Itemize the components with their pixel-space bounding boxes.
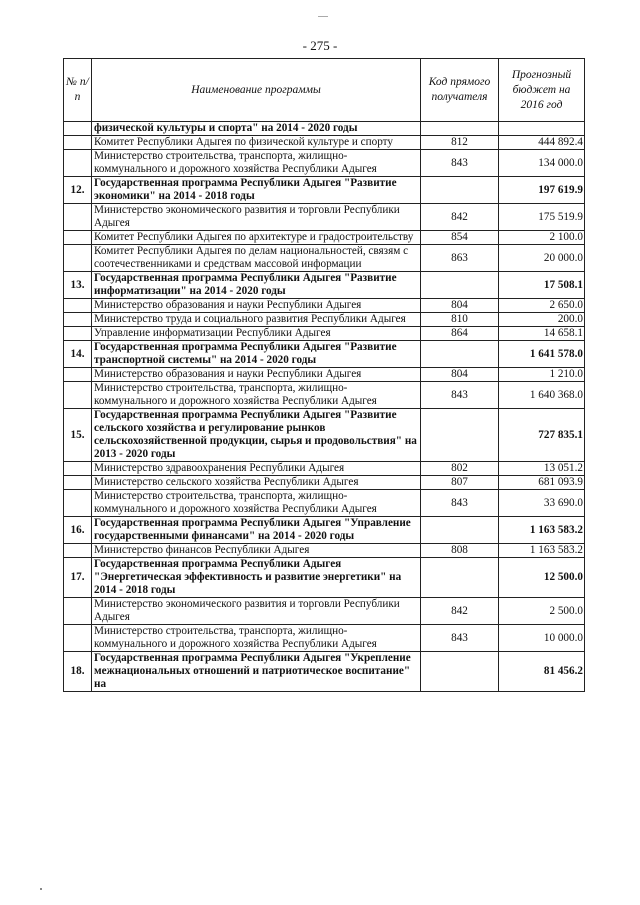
row-amount: 1 641 578.0 — [499, 341, 585, 368]
program-row — [64, 409, 585, 462]
row-code — [421, 409, 499, 462]
row-amount: 1 163 583.2 — [499, 544, 585, 558]
row-code: 810 — [421, 313, 499, 327]
row-code: 842 — [421, 598, 499, 625]
header-code: Код прямого получателя — [421, 59, 499, 122]
row-amount: 444 892.4 — [499, 136, 585, 150]
recipient-row — [64, 490, 585, 517]
row-code — [421, 652, 499, 692]
row-num — [64, 299, 92, 313]
row-amount: 1 210.0 — [499, 368, 585, 382]
row-name: Управление информатизации Республики Адыгея — [92, 327, 421, 341]
row-code: 864 — [421, 327, 499, 341]
row-amount: 2 500.0 — [499, 598, 585, 625]
row-code: 804 — [421, 368, 499, 382]
row-code — [421, 122, 499, 136]
row-code: 843 — [421, 150, 499, 177]
recipient-row — [64, 231, 585, 245]
program-row — [64, 341, 585, 368]
row-name: Министерство строительства, транспорта, жилищно-коммунального и дорожного хозяйства Республики Адыгея — [92, 150, 421, 177]
recipient-row — [64, 245, 585, 272]
row-name: Государственная программа Республики Адыгея "Развитие экономики" на 2014 - 2018 годы — [92, 177, 421, 204]
recipient-row — [64, 462, 585, 476]
table-header-row — [64, 59, 585, 122]
row-code: 812 — [421, 136, 499, 150]
row-name: Комитет Республики Адыгея по делам национальностей, связям с соотечественниками и средствам массовой информации — [92, 245, 421, 272]
row-code — [421, 341, 499, 368]
table-body — [64, 122, 585, 692]
row-name: Государственная программа Республики Адыгея "Энергетическая эффективность и развитие энергетики" на 2014 - 2018 годы — [92, 558, 421, 598]
row-code: 854 — [421, 231, 499, 245]
row-name: Министерство финансов Республики Адыгея — [92, 544, 421, 558]
row-num — [64, 462, 92, 476]
row-num: 14. — [64, 341, 92, 368]
row-name: Министерство экономического развития и торговли Республики Адыгея — [92, 598, 421, 625]
row-num: 15. — [64, 409, 92, 462]
row-name: Государственная программа Республики Адыгея "Развитие информатизации" на 2014 - 2020 годы — [92, 272, 421, 299]
row-code: 843 — [421, 490, 499, 517]
row-num — [64, 150, 92, 177]
recipient-row — [64, 476, 585, 490]
row-name: Министерство строительства, транспорта, жилищно-коммунального и дорожного хозяйства Республики Адыгея — [92, 490, 421, 517]
row-name: Государственная программа Республики Адыгея "Управление государственными финансами" на 2014 - 2020 годы — [92, 517, 421, 544]
row-num — [64, 327, 92, 341]
budget-table — [63, 58, 585, 692]
row-num — [64, 544, 92, 558]
recipient-row — [64, 313, 585, 327]
row-num: 18. — [64, 652, 92, 692]
row-name: Государственная программа Республики Адыгея "Укрепление межнациональных отношений и патриотическое воспитание" на — [92, 652, 421, 692]
row-code: 808 — [421, 544, 499, 558]
row-num — [64, 136, 92, 150]
row-code: 863 — [421, 245, 499, 272]
row-num — [64, 625, 92, 652]
row-amount: 1 640 368.0 — [499, 382, 585, 409]
program-row — [64, 517, 585, 544]
row-num — [64, 245, 92, 272]
row-num — [64, 490, 92, 517]
row-name: Комитет Республики Адыгея по физической культуре и спорту — [92, 136, 421, 150]
row-name: Комитет Республики Адыгея по архитектуре и градостроительству — [92, 231, 421, 245]
row-amount — [499, 122, 585, 136]
row-code — [421, 517, 499, 544]
row-name: Министерство экономического развития и торговли Республики Адыгея — [92, 204, 421, 231]
page-number: - 275 - — [302, 38, 338, 53]
row-amount: 681 093.9 — [499, 476, 585, 490]
row-num — [64, 204, 92, 231]
row-amount: 14 658.1 — [499, 327, 585, 341]
row-amount: 175 519.9 — [499, 204, 585, 231]
row-name: Министерство труда и социального развития Республики Адыгея — [92, 313, 421, 327]
row-name: Министерство строительства, транспорта, жилищно-коммунального и дорожного хозяйства Республики Адыгея — [92, 382, 421, 409]
row-amount: 197 619.9 — [499, 177, 585, 204]
row-code: 842 — [421, 204, 499, 231]
recipient-row — [64, 598, 585, 625]
row-code: 802 — [421, 462, 499, 476]
row-num — [64, 313, 92, 327]
recipient-row — [64, 136, 585, 150]
header-budget: Прогнозный бюджет на 2016 год — [499, 59, 585, 122]
row-num: 13. — [64, 272, 92, 299]
recipient-row — [64, 327, 585, 341]
row-name: физической культуры и спорта" на 2014 - 2020 годы — [92, 122, 421, 136]
recipient-row — [64, 544, 585, 558]
recipient-row — [64, 299, 585, 313]
row-amount: 81 456.2 — [499, 652, 585, 692]
scan-speck — [40, 888, 42, 890]
row-num — [64, 231, 92, 245]
row-num: 17. — [64, 558, 92, 598]
scan-speck — [318, 16, 328, 17]
row-name: Министерство образования и науки Республики Адыгея — [92, 368, 421, 382]
header-num: № п/п — [64, 59, 92, 122]
row-amount: 134 000.0 — [499, 150, 585, 177]
row-name: Государственная программа Республики Адыгея "Развитие транспортной системы" на 2014 - 2020 годы — [92, 341, 421, 368]
program-row — [64, 652, 585, 692]
row-num — [64, 476, 92, 490]
row-name: Министерство здравоохранения Республики Адыгея — [92, 462, 421, 476]
recipient-row — [64, 204, 585, 231]
row-code: 804 — [421, 299, 499, 313]
row-amount: 2 650.0 — [499, 299, 585, 313]
row-amount: 10 000.0 — [499, 625, 585, 652]
recipient-row — [64, 625, 585, 652]
program-row — [64, 122, 585, 136]
row-amount: 13 051.2 — [499, 462, 585, 476]
row-num — [64, 598, 92, 625]
recipient-row — [64, 150, 585, 177]
row-code: 807 — [421, 476, 499, 490]
row-amount: 12 500.0 — [499, 558, 585, 598]
program-row — [64, 177, 585, 204]
row-amount: 17 508.1 — [499, 272, 585, 299]
row-amount: 20 000.0 — [499, 245, 585, 272]
row-amount: 2 100.0 — [499, 231, 585, 245]
row-code: 843 — [421, 625, 499, 652]
program-row — [64, 558, 585, 598]
row-num: 16. — [64, 517, 92, 544]
row-num — [64, 382, 92, 409]
row-name: Министерство строительства, транспорта, жилищно-коммунального и дорожного хозяйства Республики Адыгея — [92, 625, 421, 652]
recipient-row — [64, 382, 585, 409]
header-name: Наименование программы — [92, 59, 421, 122]
row-code — [421, 272, 499, 299]
row-num: 12. — [64, 177, 92, 204]
row-code — [421, 177, 499, 204]
row-amount: 727 835.1 — [499, 409, 585, 462]
program-row — [64, 272, 585, 299]
row-name: Государственная программа Республики Адыгея "Развитие сельского хозяйства и регулирование рынков сельскохозяйственной продукции, сырья и продовольствия" на 2013 - 2020 годы — [92, 409, 421, 462]
row-amount: 1 163 583.2 — [499, 517, 585, 544]
row-num — [64, 368, 92, 382]
row-amount: 200.0 — [499, 313, 585, 327]
recipient-row — [64, 368, 585, 382]
row-name: Министерство сельского хозяйства Республики Адыгея — [92, 476, 421, 490]
row-code: 843 — [421, 382, 499, 409]
row-amount: 33 690.0 — [499, 490, 585, 517]
row-num — [64, 122, 92, 136]
row-code — [421, 558, 499, 598]
row-name: Министерство образования и науки Республики Адыгея — [92, 299, 421, 313]
